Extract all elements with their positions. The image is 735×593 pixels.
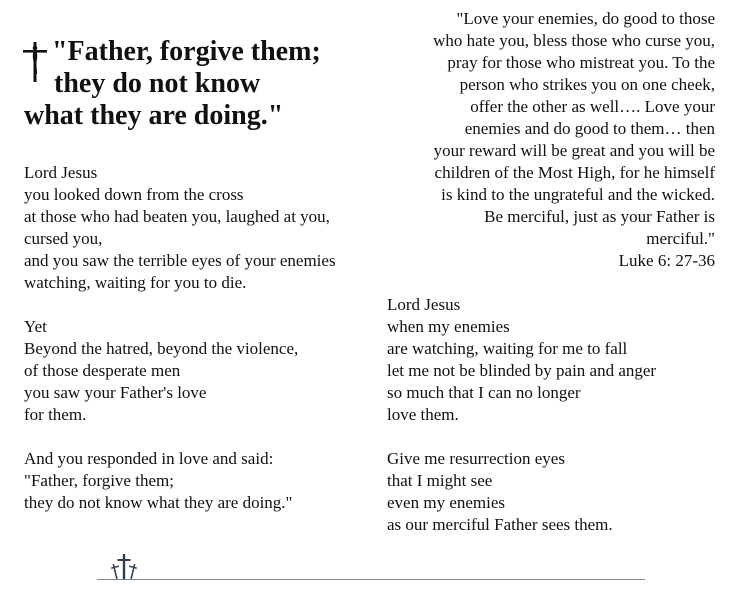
quote-line: pray for those who mistreat you. To the [447,53,715,72]
prayer-line: of those desperate men [24,361,181,380]
prayer-line: "Father, forgive them; [24,471,174,490]
prayer-line: that I might see [387,471,493,490]
prayer-line: Lord Jesus [24,163,98,182]
title-line: they do not know [54,68,261,99]
prayer-line: even my enemies [387,493,506,512]
prayer-line: so much that I can no longer [387,383,581,402]
three-crosses-icon [110,553,138,581]
quote-line: who hate you, bless those who curse you, [433,31,715,50]
quote-line: enemies and do good to them… then [464,119,715,138]
prayer-line: they do not know what they are doing." [24,493,293,512]
prayer-line: Yet [24,317,47,336]
prayer-line: watching, waiting for you to die. [24,273,247,292]
prayer-line: you looked down from the cross [24,185,244,204]
prayer-line: Beyond the hatred, beyond the violence, [24,339,299,358]
right-prayer-column [387,294,727,558]
prayer-line: as our merciful Father sees them. [387,515,613,534]
prayer-line: Give me resurrection eyes [387,449,565,468]
prayer-line: and you saw the terrible eyes of your enemies [24,251,336,270]
quote-line: "Love your enemies, do good to those [456,9,715,28]
quote-citation: Luke 6: 27-36 [618,251,715,270]
prayer-stanza [387,294,727,426]
prayer-stanza [24,316,394,426]
prayer-line: for them. [24,405,87,424]
footer-divider [97,579,645,580]
quote-line: is kind to the ungrateful and the wicked. [441,185,715,204]
prayer-line: love them. [387,405,459,424]
title-line: "Father, forgive them; [52,36,321,67]
prayer-line: are watching, waiting for me to fall [387,339,628,358]
prayer-stanza [387,448,727,536]
prayer-line: let me not be blinded by pain and anger [387,361,657,380]
quote-line: your reward will be great and you will be [433,141,715,160]
prayer-line: And you responded in love and said: [24,449,274,468]
quote-line: Be merciful, just as your Father is [484,207,715,226]
quote-line: merciful." [646,229,715,248]
title-line: what they are doing." [24,100,284,131]
prayer-line: when my enemies [387,317,510,336]
scripture-quote [370,8,715,272]
prayer-line: cursed you, [24,229,103,248]
prayer-line: at those who had beaten you, laughed at you, [24,207,330,226]
quote-line: person who strikes you on one cheek, [459,75,715,94]
quote-line: children of the Most High, for he himself [434,163,715,182]
prayer-line: Lord Jesus [387,295,461,314]
quote-line: offer the other as well…. Love your [470,97,715,116]
prayer-line: you saw your Father's love [24,383,207,402]
prayer-stanza [24,448,394,514]
prayer-stanza [24,162,394,294]
left-prayer-column [24,162,394,536]
page-title [24,36,321,132]
